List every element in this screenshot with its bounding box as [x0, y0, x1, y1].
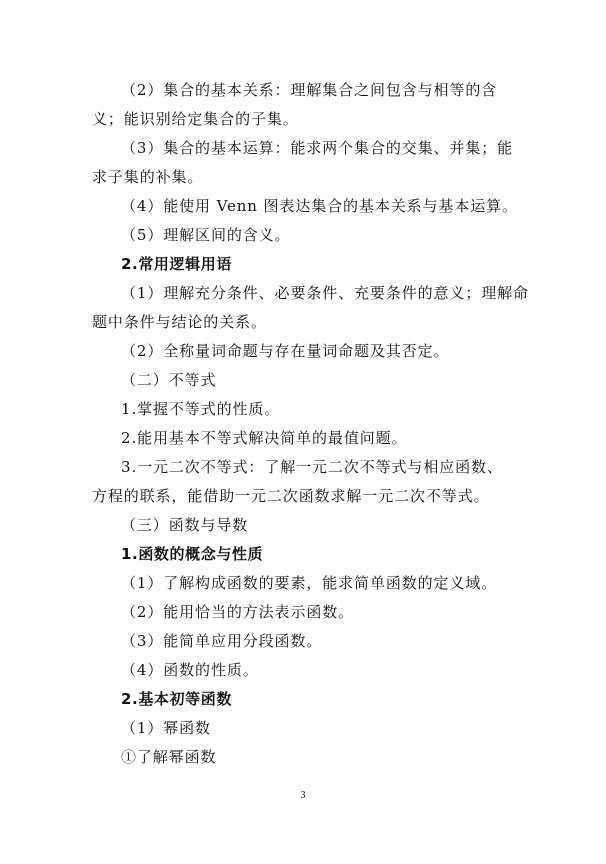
text-line: （3）能简单应用分段函数。: [121, 632, 323, 650]
text-line: （4）函数的性质。: [121, 661, 259, 679]
text-line: （2）集合的基本关系：理解集合之间包含与相等的含: [121, 81, 498, 99]
text-line: 义；能识别给定集合的子集。: [92, 110, 299, 128]
subsection-heading: （三）函数与导数: [121, 516, 249, 534]
text-line: （2）能用恰当的方法表示函数。: [121, 603, 355, 621]
page-number: 3: [300, 790, 306, 801]
text-line: 3.一元二次不等式：了解一元二次不等式与相应函数、: [121, 458, 503, 476]
text-line: （2）全称量词命题与存在量词命题及其否定。: [121, 342, 450, 360]
text-line: 求子集的补集。: [92, 168, 204, 186]
text-line: （1）了解构成函数的要素，能求简单函数的定义域。: [121, 574, 498, 592]
text-line: 1.掌握不等式的性质。: [121, 400, 281, 418]
text-line: （5）理解区间的含义。: [121, 226, 291, 244]
text-line: ①了解幂函数: [121, 748, 217, 766]
text-line: 2.能用基本不等式解决简单的最值问题。: [121, 429, 408, 447]
text-line: （4）能使用 Venn 图表达集合的基本关系与基本运算。: [121, 197, 518, 215]
text-line: 题中条件与结论的关系。: [92, 313, 267, 331]
section-heading: 2.基本初等函数: [121, 690, 232, 708]
subsection-heading: （二）不等式: [121, 371, 217, 389]
text-line: 方程的联系，能借助一元二次函数求解一元二次不等式。: [92, 487, 490, 505]
text-line: （3）集合的基本运算：能求两个集合的交集、并集；能: [121, 139, 514, 157]
text-line: （1）幂函数: [121, 719, 211, 737]
section-heading: 1.函数的概念与性质: [121, 545, 264, 563]
text-line: （1）理解充分条件、必要条件、充要条件的意义；理解命: [121, 284, 529, 302]
section-heading: 2.常用逻辑用语: [121, 255, 232, 273]
